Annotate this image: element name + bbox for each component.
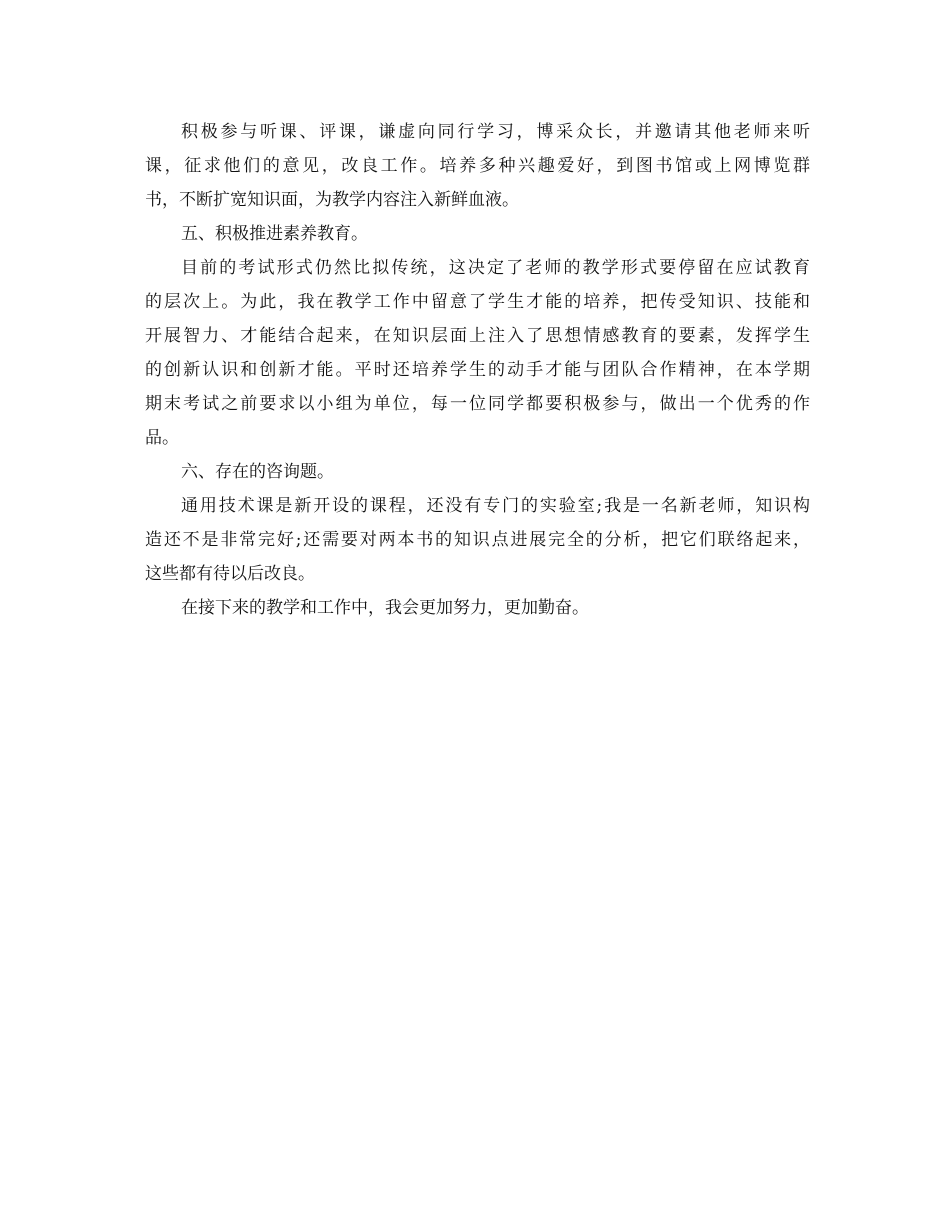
text-line: 书，不断扩宽知识面，为教学内容注入新鲜血液。 — [145, 190, 519, 210]
text-line: 在接下来的教学和工作中，我会更加努力，更加勤奋。 — [181, 598, 589, 618]
text-line: 开展智力、才能结合起来，在知识层面上注入了思想情感教育的要素，发挥学生 — [145, 326, 810, 346]
text-line: 期末考试之前要求以小组为单位，每一位同学都要积极参与，做出一个优秀的作 — [145, 394, 810, 414]
text-line: 目前的考试形式仍然比拟传统，这决定了老师的教学形式要停留在应试教育 — [181, 258, 810, 278]
text-line: 通用技术课是新开设的课程，还没有专门的实验室;我是一名新老师，知识构 — [181, 496, 810, 516]
text-line: 课，征求他们的意见，改良工作。培养多种兴趣爱好，到图书馆或上网博览群 — [145, 156, 810, 176]
document-body — [145, 115, 810, 625]
text-line: 的层次上。为此，我在教学工作中留意了学生才能的培养，把传受知识、技能和 — [145, 292, 810, 312]
text-line: 这些都有待以后改良。 — [145, 564, 315, 584]
text-line: 造还不是非常完好;还需要对两本书的知识点进展完全的分析，把它们联络起来， — [145, 530, 810, 550]
section-heading: 五、积极推进素养教育。 — [181, 224, 368, 244]
section-heading: 六、存在的咨询题。 — [181, 462, 334, 482]
text-line: 品。 — [145, 428, 179, 448]
text-line: 的创新认识和创新才能。平时还培养学生的动手才能与团队合作精神，在本学期 — [145, 360, 810, 380]
text-line: 积极参与听课、评课，谦虚向同行学习，博采众长，并邀请其他老师来听 — [181, 122, 810, 142]
